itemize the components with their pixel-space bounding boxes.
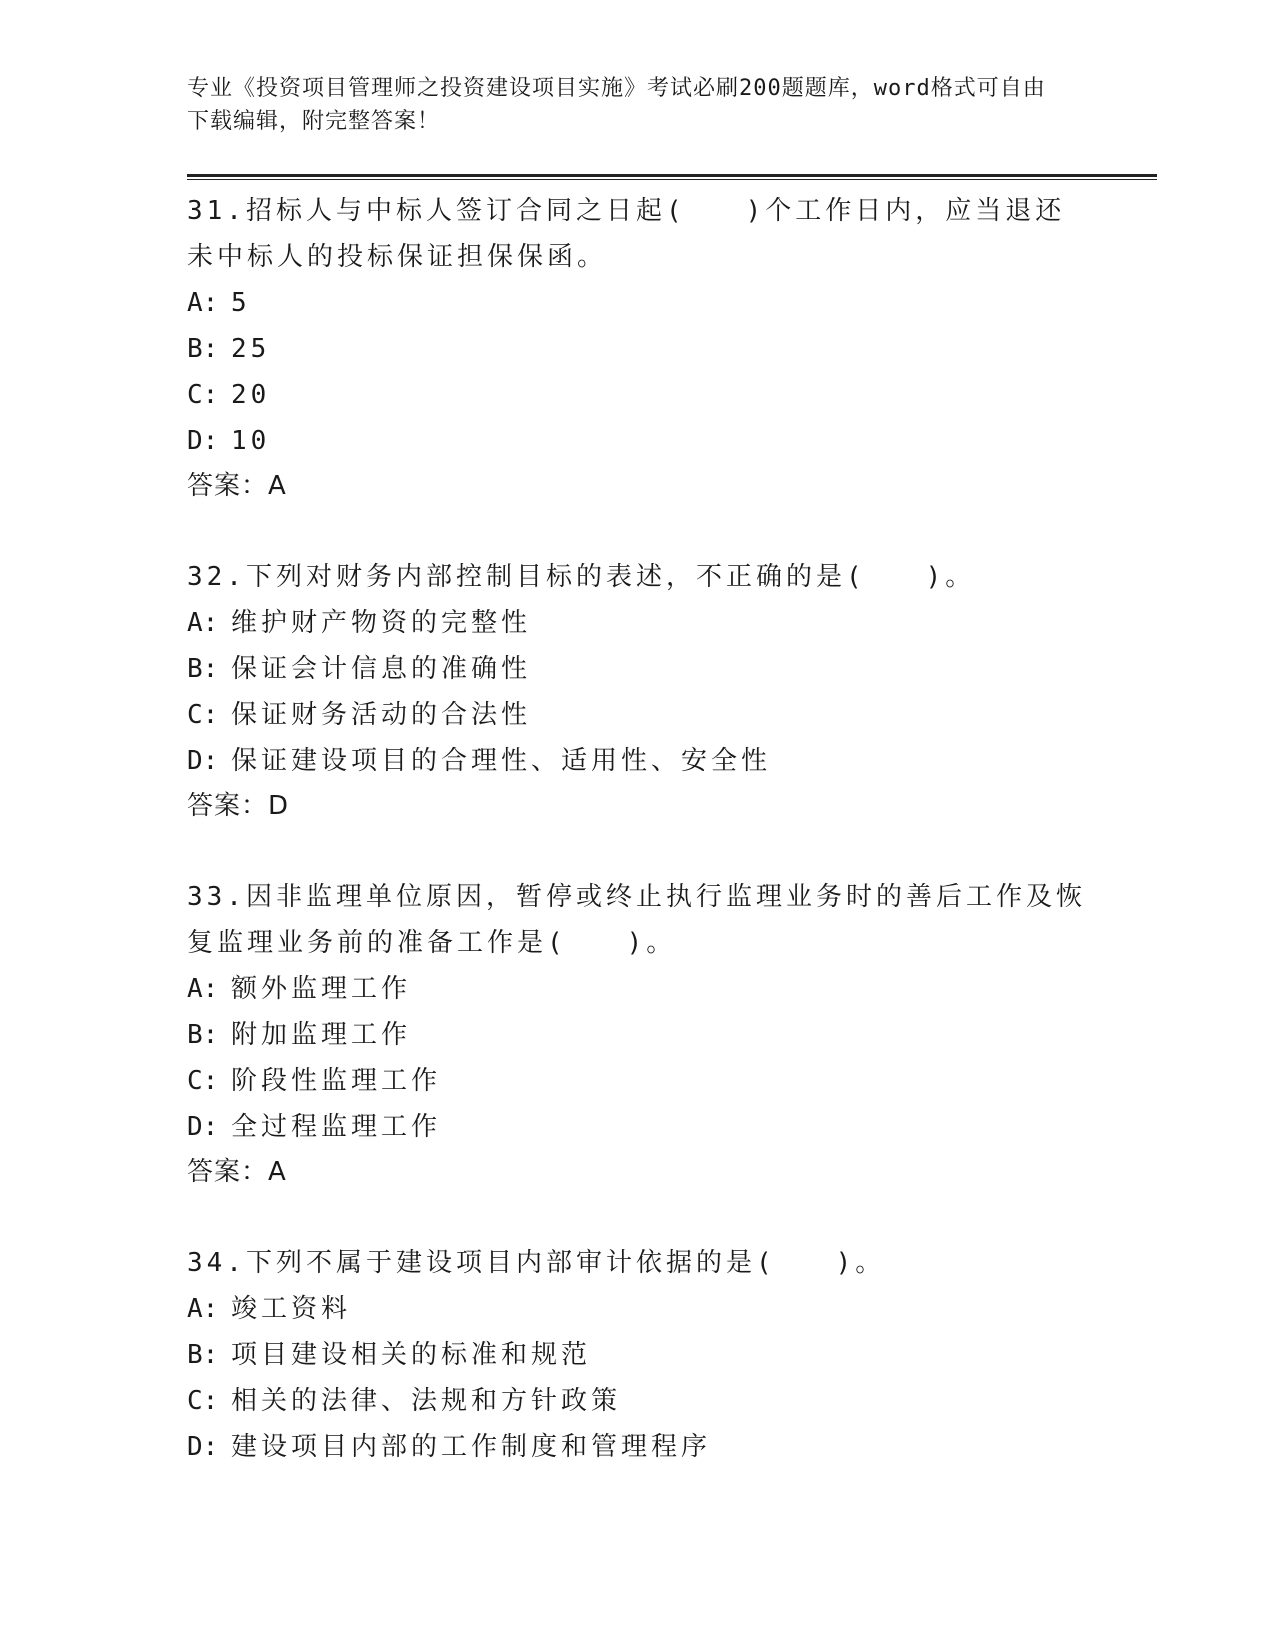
question-stem: 32.下列对财务内部控制目标的表述，不正确的是( )。 xyxy=(187,562,976,592)
option-text: 竣工资料 xyxy=(231,1294,352,1324)
option-a xyxy=(187,966,1157,1012)
option-text: 全过程监理工作 xyxy=(231,1112,442,1142)
option-text: 保证建设项目的合理性、适用性、安全性 xyxy=(231,746,772,776)
option-text: 保证财务活动的合法性 xyxy=(231,700,532,730)
option-text: 25 xyxy=(231,334,271,364)
option-text: 保证会计信息的准确性 xyxy=(231,654,532,684)
option-label: D: xyxy=(187,746,219,776)
option-a xyxy=(187,1286,1157,1332)
answer: 答案：A xyxy=(187,471,287,501)
option-label: D: xyxy=(187,426,219,456)
document-header: 专业《投资项目管理师之投资建设项目实施》考试必刷200题题库，word格式可自由下载编辑，附完整答案！ xyxy=(187,76,1046,134)
option-label: A: xyxy=(187,1294,219,1324)
option-d xyxy=(187,418,1157,464)
option-d xyxy=(187,738,1157,784)
option-c xyxy=(187,692,1157,738)
option-label: D: xyxy=(187,1112,219,1142)
option-b xyxy=(187,1332,1157,1378)
question-34 xyxy=(187,1240,1157,1470)
option-text: 额外监理工作 xyxy=(231,974,412,1004)
option-label: B: xyxy=(187,1020,219,1050)
option-c xyxy=(187,372,1157,418)
option-text: 20 xyxy=(231,380,271,410)
header-divider xyxy=(187,174,1157,180)
option-label: B: xyxy=(187,334,219,364)
option-d xyxy=(187,1424,1157,1470)
option-label: D: xyxy=(187,1432,219,1462)
option-label: C: xyxy=(187,1386,219,1416)
option-b xyxy=(187,646,1157,692)
option-a xyxy=(187,600,1157,646)
question-31 xyxy=(187,188,1157,508)
option-d xyxy=(187,1104,1157,1150)
option-text: 附加监理工作 xyxy=(231,1020,412,1050)
option-text: 建设项目内部的工作制度和管理程序 xyxy=(231,1432,712,1462)
question-stem: 31.招标人与中标人签订合同之日起( )个工作日内，应当退还未中标人的投标保证担保保函。 xyxy=(187,196,1066,272)
option-text: 5 xyxy=(231,288,251,318)
option-label: A: xyxy=(187,288,219,318)
question-33 xyxy=(187,874,1157,1194)
option-label: C: xyxy=(187,380,219,410)
option-text: 相关的法律、法规和方针政策 xyxy=(231,1386,622,1416)
question-stem: 33.因非监理单位原因，暂停或终止执行监理业务时的善后工作及恢复监理业务前的准备工作是( )。 xyxy=(187,882,1086,958)
option-text: 项目建设相关的标准和规范 xyxy=(231,1340,592,1370)
option-c xyxy=(187,1058,1157,1104)
option-b xyxy=(187,1012,1157,1058)
question-stem: 34.下列不属于建设项目内部审计依据的是( )。 xyxy=(187,1248,886,1278)
option-b xyxy=(187,326,1157,372)
option-label: C: xyxy=(187,700,219,730)
option-c xyxy=(187,1378,1157,1424)
option-text: 10 xyxy=(231,426,271,456)
answer: 答案：D xyxy=(187,791,290,821)
option-text: 维护财产物资的完整性 xyxy=(231,608,532,638)
option-a xyxy=(187,280,1157,326)
option-label: B: xyxy=(187,654,219,684)
option-label: A: xyxy=(187,974,219,1004)
option-label: B: xyxy=(187,1340,219,1370)
answer: 答案：A xyxy=(187,1157,287,1187)
option-label: A: xyxy=(187,608,219,638)
document-page xyxy=(187,72,1157,1470)
option-text: 阶段性监理工作 xyxy=(231,1066,442,1096)
option-label: C: xyxy=(187,1066,219,1096)
question-32 xyxy=(187,554,1157,828)
